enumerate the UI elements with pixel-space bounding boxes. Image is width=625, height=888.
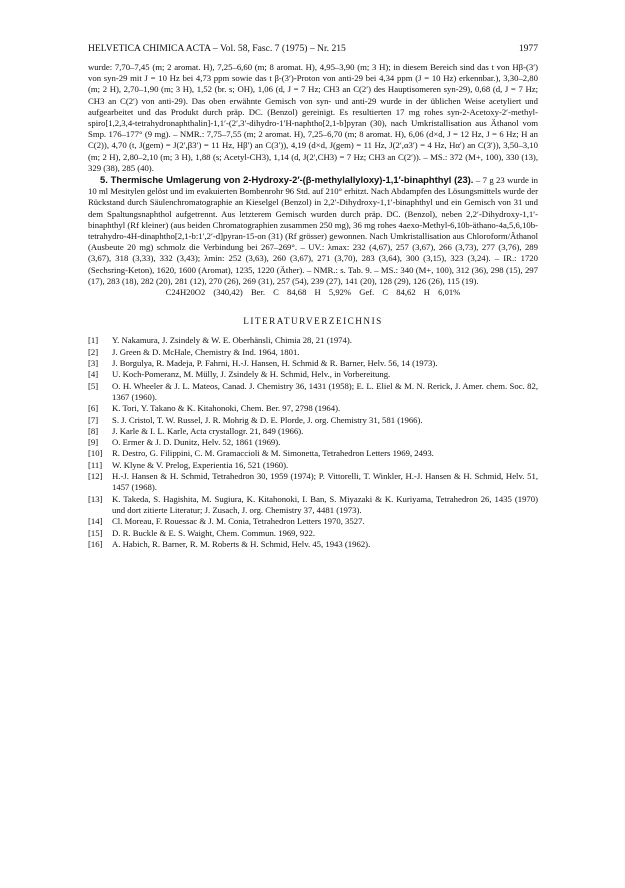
reference-number: [5] [88,380,99,391]
section-text: – 7 g 23 wurde in 10 ml Mesitylen gelöst und im evakuierten Bombenrohr 96 Std. auf 210° erhitzt. Nach Abdampfen des Lösungsmittels wurde der Rückstand durch Säulenchromatographie an Kieselgel (Benzol) in 2,2′-Dihydroxy-1,1′-binaphthyl und ein Gemisch von 31 und dem Spaltungsnaphthol aufgetrennt. Aus letzterem Gemisch wurden durch präp. DC. (Benzol), neben 2,2′-Dihydroxy-1,1′-binaphthyl (Rf kleiner) (aus beiden Chromatographien zusammen 250 mg), 36 mg rohes 4aexo-Methyl-6,10b-äthano-4a,5,6,10b-tetrahydro-4H-dinaphtho[2,1-b:1′,2′-d]pyran-15-on (31) (Rf grösser) gewonnen. Nach Umkristallisation aus Chloroform/Äthanol (Ausbeute 20 mg) schmolz die Verbindung bei 267–269°. – UV.: λmax: 232 (4,67), 257 (3,67), 266 (3,73), 277 (3,76), 289 (3,67), 318 (3,33), 332 (3,43); λmin: 252 (3,63), 260 (3,67), 271 (3,70), 283 (3,64), 300 (3,15), 323 (3,24). – IR.: 1720 (Sechsring-Keton), 1620, 1600 (Aromat), 1235, 1220 (Äther). – NMR.: s. Tab. 9. – MS.: 340 (M+, 100), 312 (36), 298 (15), 297 (17), 283 (18), 282 (20), 281 (12), 270 (26), 269 (31), 257 (54), 239 (27), 141 (20), 128 (29), 126 (26), 115 (19). [88,175,539,286]
reference-number: [4] [88,369,99,380]
reference-text: J. Karle & I. L. Karle, Acta crystallogr. 21, 849 (1966). [112,425,304,436]
reference-item [88,516,538,527]
journal-citation: HELVETICA CHIMICA ACTA – Vol. 58, Fasc. 7 (1975) – Nr. 215 [88,43,346,54]
reference-item [88,369,538,380]
reference-item [88,460,538,471]
reference-text: Cl. Moreau, F. Rouessac & J. M. Conia, Tetrahedron Letters 1970, 3527. [112,516,365,527]
reference-item [88,539,538,550]
reference-number: [7] [88,414,99,425]
reference-item [88,528,538,539]
reference-number: [6] [88,403,99,414]
reference-item [88,471,538,494]
reference-item [88,437,538,448]
elemental-analysis: C24H20O2 (340,42) Ber. C 84,68 H 5,92% Gef. C 84,62 H 6,01% [165,287,461,298]
reference-text: Y. Nakamura, J. Zsindely & W. E. Oberhänsli, Chimia 28, 21 (1974). [112,335,352,346]
reference-text: K. Tori, Y. Takano & K. Kitahonoki, Chem. Ber. 97, 2798 (1964). [112,403,341,414]
page-number: 1977 [518,43,538,54]
reference-item [88,358,538,369]
thermal-rearrangement-paragraph [88,174,538,287]
reference-item [88,415,538,426]
reference-number: [12] [88,471,103,482]
reference-list [88,335,538,550]
reference-item [88,381,538,404]
reference-number: [3] [88,358,99,369]
reference-text: O. Ermer & J. D. Dunitz, Helv. 52, 1861 (1969). [112,437,281,448]
reference-number: [16] [88,538,103,549]
references-heading: LITERATURVERZEICHNIS [243,316,383,327]
reference-text: D. R. Buckle & E. S. Waight, Chem. Commun. 1969, 922. [112,527,316,538]
running-header [88,42,538,56]
reference-item [88,347,538,358]
reference-text: O. H. Wheeler & J. L. Mateos, Canad. J. Chemistry 36, 1431 (1958); E. L. Eliel & M. N. Rerick, J. Amer. chem. Soc. 82, 1367 (1960). [112,380,538,402]
reference-number: [11] [88,459,103,470]
reference-text: K. Takeda, S. Hagishita, M. Sugiura, K. Kitahonoki, I. Ban, S. Miyazaki & K. Kuriyama, Tetrahedron 26, 1435 (1970) und dort zitierte Literatur; J. Zusach, J. org. Chemistry 37, 4481 (1973). [112,493,538,515]
reference-text: J. Borgulya, R. Madeja, P. Fahrni, H.-J. Hansen, H. Schmid & R. Barner, Helv. 56, 14 (1973). [112,358,438,369]
reference-number: [8] [88,425,99,436]
reference-number: [9] [88,437,99,448]
reference-text: J. Green & D. McHale, Chemistry & Ind. 1964, 1801. [112,346,300,357]
reference-item [88,494,538,517]
reference-number: [10] [88,448,103,459]
reference-number: [1] [88,335,99,346]
reference-text: A. Habich, R. Barner, R. M. Roberts & H. Schmid, Helv. 45, 1943 (1962). [112,538,371,549]
reference-text: W. Klyne & V. Prelog, Experientia 16, 521 (1960). [112,459,289,470]
reference-number: [15] [88,527,103,538]
reference-item [88,448,538,459]
reference-number: [13] [88,493,103,504]
reference-text: R. Destro, G. Filippini, C. M. Gramaccioli & M. Simonetta, Tetrahedron Letters 1969, 2493. [112,448,434,459]
article-body [88,62,538,550]
reference-text: U. Koch-Pomeranz, M. Mülly, J. Zsindely & H. Schmid, Helv., in Vorbereitung. [112,369,391,380]
reference-text: H.-J. Hansen & H. Schmid, Tetrahedron 30, 1959 (1974); P. Vittorelli, T. Winkler, H.-J. Hansen & H. Schmid, Helv. 51, 1457 (1968). [112,471,538,493]
reference-item [88,403,538,414]
reference-text: S. J. Cristol, T. W. Russel, J. R. Mohrig & D. E. Plorde, J. org. Chemistry 31, 581 (1966). [112,414,423,425]
reference-number: [14] [88,516,103,527]
section-heading: 5. Thermische Umlagerung von 2-Hydroxy-2′-(β-methylallyloxy)-1,1′-binaphthyl (23). [100,174,474,186]
reference-item [88,426,538,437]
experimental-paragraph: wurde: 7,70–7,45 (m; 2 aromat. H), 7,25–6,60 (m; 8 aromat. H), 4,95–3,90 (m; 3 H); in diesem Bereich sind das t von Hβ-(3′) von syn-29 mit J = 10 Hz bei 4,73 ppm sowie das t β-(3′)-Proton von anti-29 bei 4,34 ppm (J = 10 Hz) erkennbar.), 3,30–2,80 (m; 2 H), 2,70–1,90 (m; 3 H), 1,52 (br. s; OH), 1,06 (d, J = 7 Hz; CH3 an C(2′) des Hauptisomeren syn-29), 0,68 (d, J = 7 Hz; CH3 an C(2′) von anti-29). Das oben erwähnte Gemisch von syn- und anti-29 wurde in der üblichen Weise acetyliert und aufgearbeitet und das Produkt durch präp. DC. (Benzol) gereinigt. Es resultierten 17 mg rohes syn-2-Acetoxy-2′-methyl-spiro[1,2,3,4-tetrahydronaphthalin]-1,1′-(2′,3′-dihydro-1′H-naphtho[2,1-b]pyran (30), nach Umkristallisation aus Äthanol vom Smp. 176–177° (9 mg). – NMR.: 7,75–7,55 (m; 2 aromat. H), 7,25–6,70 (m; 8 aromat. H), 6,06 (d×d, J = 12 Hz, J = 6 Hz; H an C(2)), 4,70 (t, J(gem) = J(2′,β3′) = 11 Hz, Hβ′) an C(3′)), 4,19 (d×d, J(gem) = 11 Hz, J(2′,α3′) = 4 Hz, Hα′) an C(3′)), 3,50–3,10 (m; 2 H), 2,80–2,10 (m; 3 H), 1,88 (s; Acetyl-CH3), 1,14 (d, J(2′,CH3) = 7 Hz; CH3 an C(2′)). – MS.: 372 (M+, 100), 330 (13), 329 (38), 285 (40). [88,62,538,173]
reference-item [88,335,538,346]
reference-number: [2] [88,346,99,357]
